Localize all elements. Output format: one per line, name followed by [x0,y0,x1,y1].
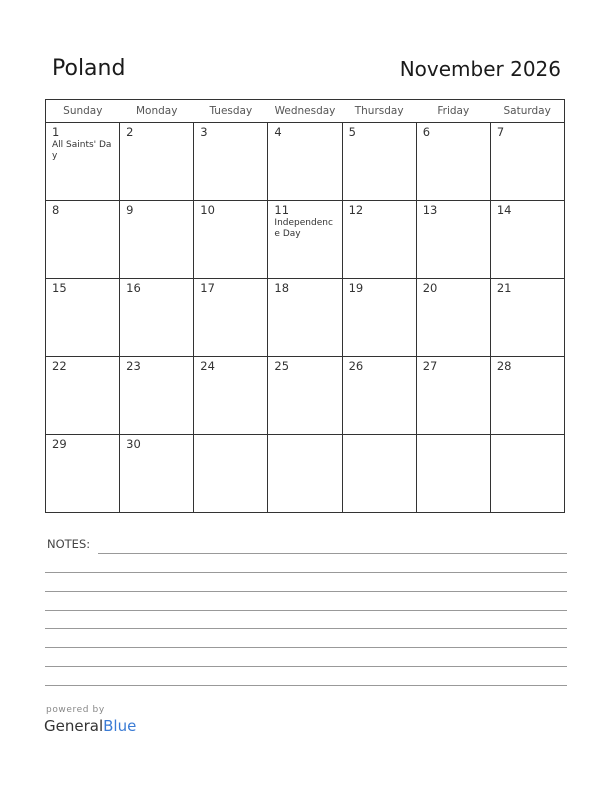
week-row [46,123,565,201]
day-number: 26 [348,359,364,373]
day-cell [194,279,268,357]
day-number [491,435,564,437]
day-cell [120,201,194,279]
day-number: 10 [200,203,215,217]
day-number: 11 [274,203,290,217]
day-number: 25 [274,359,290,373]
weekday-header-row [46,100,565,123]
notes-line [45,610,567,611]
week-row [46,435,565,513]
day-cell [46,201,120,279]
day-number: 12 [348,203,364,217]
week-row [46,279,565,357]
brand-name-general: General [44,717,104,735]
day-cell [342,357,416,435]
day-cell [416,357,490,435]
notes-line [45,572,567,573]
weekday-header: Tuesday [194,100,268,123]
day-number: 24 [200,359,215,373]
day-cell [416,201,490,279]
day-cell [46,435,120,513]
day-cell [490,201,564,279]
weekday-header: Sunday [46,100,120,123]
day-cell [268,357,342,435]
day-cell [194,201,268,279]
weekday-header: Friday [416,100,490,123]
day-cell [490,123,564,201]
day-cell [490,279,564,357]
day-number: 1 [52,125,60,139]
brand-logo [44,716,136,736]
week-row [46,357,565,435]
day-cell [342,201,416,279]
day-cell [268,201,342,279]
day-number: 7 [496,125,505,139]
day-cell [194,357,268,435]
day-number [417,435,490,437]
day-number: 4 [274,125,282,139]
day-number: 5 [348,125,356,139]
weekday-header: Saturday [490,100,564,123]
week-row [46,201,565,279]
day-number: 16 [126,281,141,295]
day-cell [342,279,416,357]
day-number: 22 [52,359,67,373]
day-cell [342,435,416,513]
month-title: November 2026 [399,57,561,81]
notes-line [45,666,567,667]
day-cell [46,357,120,435]
weekday-header: Wednesday [268,100,342,123]
day-cell [120,435,194,513]
country-title: Poland [52,56,126,81]
day-number: 29 [52,437,67,451]
brand-name-blue: Blue [103,717,137,735]
day-cell [416,279,490,357]
day-cell [416,435,490,513]
holiday-label: All Saints' Day [52,140,112,161]
day-cell [120,123,194,201]
day-number: 9 [126,203,134,217]
day-number [343,435,416,437]
day-number: 14 [496,203,512,217]
day-cell [416,123,490,201]
day-cell [342,123,416,201]
day-cell [268,279,342,357]
notes-line [45,628,567,629]
day-cell [194,123,268,201]
day-number: 8 [52,203,60,217]
day-cell [120,357,194,435]
day-number: 17 [200,281,215,295]
calendar-weeks [46,123,565,513]
day-number: 27 [422,359,438,373]
day-cell [490,357,564,435]
day-cell [46,123,120,201]
day-cell [120,279,194,357]
day-number: 28 [496,359,512,373]
day-cell [194,435,268,513]
day-number: 23 [126,359,141,373]
day-number: 13 [422,203,438,217]
holiday-label: Independence Day [274,218,333,239]
day-cell [490,435,564,513]
powered-by-text: powered by [46,705,105,715]
day-number [194,435,267,437]
day-cell [268,123,342,201]
day-number: 21 [496,281,512,295]
notes-label: NOTES: [47,537,91,551]
weekday-header: Thursday [342,100,416,123]
day-number: 3 [200,125,208,139]
day-cell [46,279,120,357]
day-number: 30 [126,437,141,451]
day-number: 20 [422,281,438,295]
notes-line [45,647,567,648]
day-cell [268,435,342,513]
day-number: 6 [422,125,431,139]
notes-line [45,591,567,592]
day-number: 19 [348,281,364,295]
day-number: 18 [274,281,290,295]
day-number: 2 [126,125,134,139]
day-number: 15 [52,281,67,295]
weekday-header: Monday [120,100,194,123]
day-number [268,435,341,437]
notes-line [45,685,567,686]
notes-line [98,553,567,554]
calendar-grid [45,99,565,513]
